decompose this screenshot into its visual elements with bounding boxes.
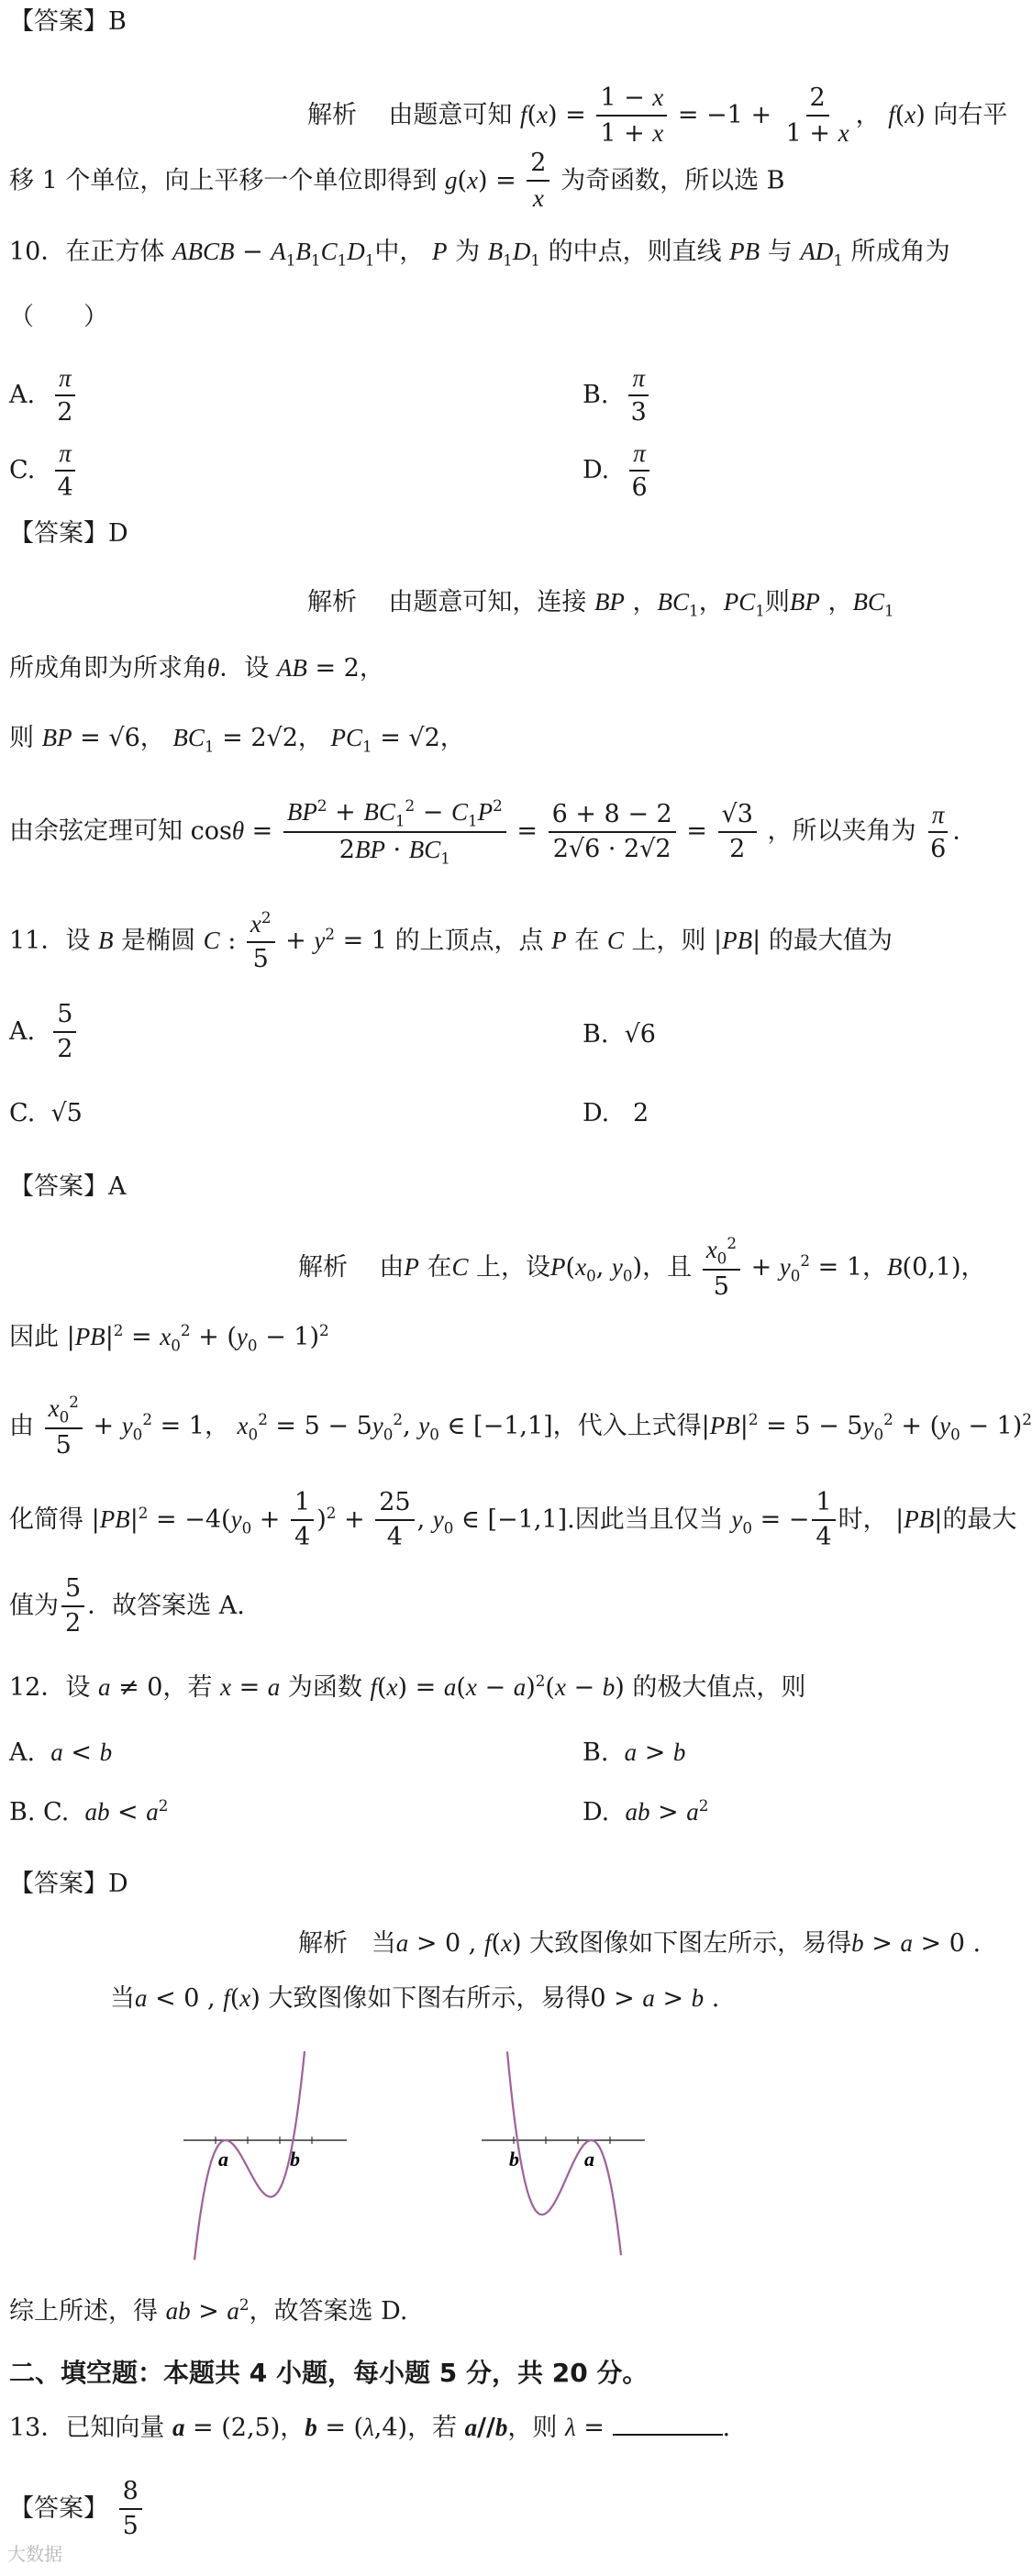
label-b: b [290,2148,300,2171]
curve-left [194,2051,305,2260]
q10-stem: 10．在正方体 ABCB − $A_1B_1C_1D_1$中， P 为 $B_1D_1$ 的中点，则直线 PB 与 $AD_1$ 所成角为 [9,238,950,270]
q11-option-d[interactable]: D. 2 [583,1099,649,1127]
q12-stem: 12．设 a ≠ 0，若 x = a 为函数 $f(x) = a(x - a)^2(x - b)$ 的极大值点，则 [9,1671,806,1702]
q12-analysis-line1: 解析 当a > 0 , f(x) 大致图像如下图左所示，易得b > a > 0 . [298,1929,982,1958]
q10-option-b[interactable]: B. $\frac{\pi}{3}$ [583,363,653,428]
analysis-label: 解析 [307,100,357,129]
q9-analysis-line1: 解析 由题意可知 f(x) = $\frac{1 - x}{1 + x}$ = −1 + $\frac{2}{1 + x}$ ， f(x) 向右平 [307,83,1008,149]
q10-option-d[interactable]: D. $\frac{\pi}{6}$ [583,439,654,504]
q11-analysis-line5: 值为 $\frac{5}{2}$ ．故答案选 A. [9,1574,245,1638]
section2-title: 二、填空题：本题共 4 小题，每小题 5 分，共 20 分。 [9,2358,649,2388]
q12-option-b[interactable]: B. a > b [583,1738,686,1767]
label-a: a [584,2148,594,2171]
q12-option-d[interactable]: D. ab > $a^2$ [583,1796,709,1827]
q11-analysis-line2: 因此 $|PB|^2 = x_0^2 + (y_0 - 1)^2$ [9,1321,329,1355]
answer-blank[interactable] [613,2414,723,2436]
q12-option-c[interactable]: B. C. ab < $a^2$ [9,1796,169,1827]
label-a: a [218,2148,228,2171]
q10-analysis-line2: 所成角即为所求角θ．设 AB = 2， [9,654,384,683]
q11-analysis-line3: 由 $\frac{x_0^2}{5}$ + $y_0^2 = 1$， $x_0^2 = 5 - 5y_0^2$, $y_0$ ∈ [−1,1]，代入上式得$|PB|^2 = 5 - 5y_0^2 + (y_0 - 1)^2$ [9,1393,1032,1460]
q13-answer: 【答案】 $\frac{8}{5}$ [9,2477,145,2542]
q9-analysis-line2: 移 1 个单位，向上平移一个单位即得到 g(x) = $\frac{2}{x}$ 为奇函数，所以选 B [9,149,785,213]
q10-paren: （ ） [9,303,108,331]
q12-answer: 【答案】D [9,1870,128,1898]
q11-option-c[interactable]: C. √5 [9,1099,83,1127]
q11-analysis-line4: 化简得 $|PB|^2 = -4(y_0$ + $\frac{1}{4}$ )$^2$ + $\frac{25}{4}$ , $y_0$ ∈ [−1,1].因此当且仅当 $y_0$ = − $\frac{1}{4}$ 时， |PB|的最大 [9,1488,1017,1552]
q12-graph-right [482,2041,647,2261]
q12-option-a[interactable]: A. a < b [9,1738,113,1767]
curve-right [507,2051,621,2255]
q12-graph-left [183,2041,349,2261]
q11-option-a[interactable]: A. $\frac{5}{2}$ [9,1000,79,1065]
q12-analysis-line2: 当a < 0 , f(x) 大致图像如下图右所示，易得0 > a > b . [110,1984,720,2013]
q11-stem: 11．设 B 是椭圆 C : $\frac{x^2}{5}$ + $y^2 = 1$ 的上顶点，点 P 在 C 上，则 |PB| 的最大值为 [9,908,893,974]
q9-answer: 【答案】B [9,7,127,36]
q10-option-c[interactable]: C. $\frac{\pi}{4}$ [9,439,80,504]
label-b: b [509,2148,519,2171]
q10-analysis-line4: 由余弦定理可知 cosθ = $\frac{BP^2 + BC_1^2 - C_1P^2}{2BP \cdot BC_1}$ = $\frac{6 + 8 - 2}{2√6 \cdot 2√2}$ = $\frac{√3}{2}$ ，所以夹角为 $\frac{\pi}{6}$ . [9,796,960,868]
q11-answer: 【答案】A [9,1172,127,1201]
q11-option-b[interactable]: B. √6 [583,1020,656,1049]
q11-analysis-line1: 解析 由P 在C 上，设$P(x_0$, $y_0$)，且 $\frac{x_0^2}{5}$ + $y_0^2 = 1$，B(0,1)， [298,1234,986,1302]
q10-answer: 【答案】D [9,519,128,548]
watermark: 大数据 [7,2543,62,2565]
q12-conclusion: 综上所述，得 ab > $a^2$，故答案选 D. [9,2295,408,2326]
q10-analysis-line3: 则 BP = √6， $BC_1 = 2√2$， $PC_1 = √2$， [9,724,465,756]
q13-stem: 13．已知向量 a = (2,5)，b = (λ,4)，若 a//b，则 λ = . [9,2414,731,2442]
q10-analysis-line1: 解析 由题意可知，连接 BP ，$BC_1$，$PC_1$则BP ，$BC_1$ [307,588,894,620]
q10-option-a[interactable]: A. $\frac{\pi}{2}$ [9,363,79,428]
